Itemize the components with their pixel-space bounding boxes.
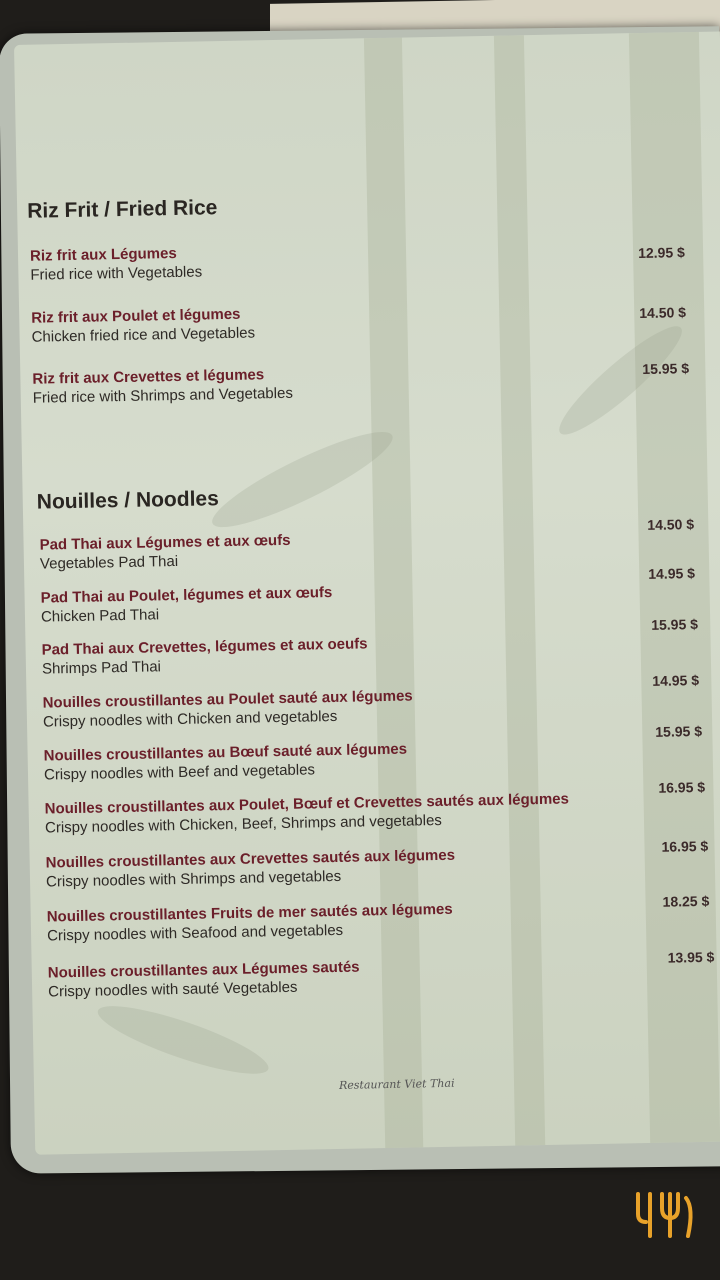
- bamboo-decoration: [629, 32, 720, 1143]
- menu-item-name-fr: Pad Thai aux Légumes et aux œufs: [39, 531, 291, 554]
- menu-item-name-en: Crispy noodles with Chicken, Beef, Shrimps and vegetables: [44, 811, 443, 837]
- menu-item-price: 14.95 $: [648, 565, 696, 582]
- leaf-decoration: [92, 994, 274, 1086]
- menu-item-price: 15.95 $: [655, 722, 703, 740]
- menu-item-name-fr: Nouilles croustillantes aux Légumes sautés: [47, 958, 360, 982]
- menu-item-name-fr: Riz frit aux Légumes: [29, 244, 177, 265]
- menu-page: [14, 31, 720, 1154]
- menu-item-name-en: Crispy noodles with Beef and vegetables: [43, 761, 316, 784]
- menu-item-name-en: Crispy noodles with sauté Vegetables: [48, 978, 298, 1001]
- menu-item-name-fr: Nouilles croustillantes aux Poulet, Bœuf et Crevettes sautés aux légumes: [44, 790, 570, 818]
- menu-item-price: 14.50 $: [639, 304, 687, 322]
- menu-item-name-fr: Nouilles croustillantes Fruits de mer sautés aux légumes: [46, 900, 453, 926]
- menu-item-name-en: Fried rice with Shrimps and Vegetables: [32, 384, 294, 407]
- menu-item-price: 14.95 $: [652, 671, 700, 689]
- menu-item-name-fr: Nouilles croustillantes au Bœuf sauté aux légumes: [43, 740, 408, 765]
- menu-item-name-en: Crispy noodles with Chicken and vegetables: [42, 707, 338, 731]
- menu-item-price: 14.50 $: [647, 516, 695, 533]
- menu-item-name-en: Fried rice with Vegetables: [30, 263, 203, 284]
- menu-item-name-en: Crispy noodles with Shrimps and vegetables: [45, 867, 342, 891]
- section-title-fried-rice: Riz Frit / Fried Rice: [26, 196, 218, 223]
- menu-item-name-fr: Nouilles croustillantes aux Crevettes sautés aux légumes: [45, 846, 456, 872]
- menu-item-name-en: Chicken fried rice and Vegetables: [31, 324, 256, 346]
- menu-item-name-en: Vegetables Pad Thai: [39, 552, 179, 573]
- bamboo-decoration: [364, 38, 423, 1149]
- leaf-decoration: [204, 418, 401, 542]
- menu-item-name-fr: Riz frit aux Poulet et légumes: [31, 305, 241, 327]
- restaurant-footer: Restaurant Viet Thai: [338, 1076, 455, 1092]
- menu-item-price: 13.95 $: [667, 948, 715, 966]
- menu-item-name-fr: Pad Thai au Poulet, légumes et aux œufs: [40, 583, 333, 607]
- section-title-noodles: Nouilles / Noodles: [36, 487, 219, 514]
- menu-item-price: 12.95 $: [637, 244, 685, 262]
- menu-item-name-en: Crispy noodles with Seafood and vegetables: [46, 921, 344, 945]
- menu-item-name-fr: Pad Thai aux Crevettes, légumes et aux oeufs: [41, 635, 368, 659]
- menu-item-name-fr: Nouilles croustillantes au Poulet sauté aux légumes: [42, 687, 413, 712]
- menu-item-price: 18.25 $: [662, 892, 710, 910]
- fork-logo-icon: [630, 1188, 700, 1242]
- menu-item-price: 15.95 $: [651, 615, 699, 633]
- menu-item-name-fr: Riz frit aux Crevettes et légumes: [32, 366, 265, 388]
- menu-item-price: 16.95 $: [658, 778, 706, 796]
- menu-item-name-en: Chicken Pad Thai: [40, 606, 160, 626]
- menu-item-name-en: Shrimps Pad Thai: [41, 658, 162, 678]
- menu-item-price: 15.95 $: [642, 360, 690, 377]
- bamboo-decoration: [494, 35, 545, 1145]
- menu-item-price: 16.95 $: [661, 837, 709, 855]
